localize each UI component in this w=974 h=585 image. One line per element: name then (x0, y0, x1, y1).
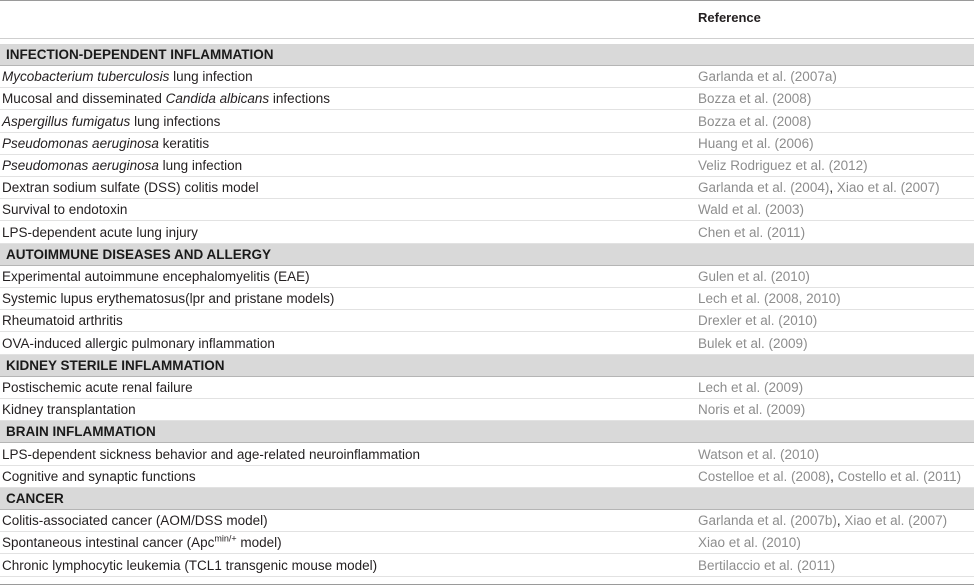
reference-link[interactable]: Watson et al. (2010) (698, 447, 820, 462)
table-row (0, 199, 974, 221)
reference-cell (698, 158, 868, 173)
species-name: Aspergillus fumigatus (2, 114, 131, 129)
reference-link[interactable]: Lech et al. (2009) (698, 380, 804, 395)
reference-cell (698, 269, 810, 284)
table-row (0, 266, 974, 288)
reference-link[interactable]: Chen et al. (2011) (698, 225, 806, 240)
model-text: Cognitive and synaptic functions (2, 469, 196, 484)
reference-separator: , (829, 180, 837, 195)
model-text: Dextran sodium sulfate (DSS) colitis model (2, 180, 259, 195)
table-row (0, 510, 974, 532)
model-text: lung infection (169, 69, 253, 84)
section-header (0, 421, 974, 443)
model-text: lung infections (130, 114, 221, 129)
section-title: AUTOIMMUNE DISEASES AND ALLERGY (6, 247, 272, 262)
model-cell (2, 114, 220, 129)
reference-separator: , (830, 469, 838, 484)
model-text: Mucosal and disseminated (2, 91, 166, 106)
table-row (0, 333, 974, 355)
model-cell (2, 269, 310, 284)
table-row (0, 177, 974, 199)
reference-link[interactable]: Noris et al. (2009) (698, 402, 806, 417)
reference-cell (698, 291, 841, 306)
table-row (0, 532, 974, 554)
table-header (0, 0, 974, 38)
reference-cell (698, 469, 961, 484)
table-row (0, 155, 974, 177)
reference-link[interactable]: Xiao et al. (2010) (698, 535, 801, 550)
model-cell (2, 91, 330, 106)
section-title: CANCER (6, 491, 64, 506)
model-text: infections (269, 91, 330, 106)
section-header (0, 44, 974, 66)
table-row (0, 466, 974, 488)
reference-link[interactable]: Gulen et al. (2010) (698, 269, 810, 284)
reference-link[interactable]: Bulek et al. (2009) (698, 336, 808, 351)
model-cell (2, 469, 196, 484)
reference-cell (698, 336, 808, 351)
model-cell (2, 202, 127, 217)
model-text: Kidney transplantation (2, 402, 136, 417)
species-name: Mycobacterium tuberculosis (2, 69, 170, 84)
model-text: Rheumatoid arthritis (2, 313, 123, 328)
model-text: keratitis (158, 136, 210, 151)
reference-link[interactable]: Garlanda et al. (2007b) (698, 513, 837, 528)
model-cell (2, 447, 420, 462)
reference-link[interactable]: Xiao et al. (2007) (836, 180, 940, 195)
model-text: Spontaneous intestinal cancer (Apc (2, 535, 215, 550)
model-text: model) (236, 535, 282, 550)
reference-column-header: Reference (698, 10, 761, 25)
model-text: OVA-induced allergic pulmonary inflammation (2, 336, 275, 351)
reference-cell (698, 114, 811, 129)
section-title: BRAIN INFLAMMATION (6, 424, 156, 439)
model-cell (2, 69, 253, 84)
reference-cell (698, 136, 814, 151)
table-row (0, 88, 974, 110)
model-text: Chronic lymphocytic leukemia (TCL1 transgenic mouse model) (2, 558, 378, 573)
model-cell (2, 535, 282, 550)
reference-link[interactable]: Costelloe et al. (2008) (698, 469, 831, 484)
reference-cell (698, 380, 803, 395)
species-name: Pseudomonas aeruginosa (2, 136, 159, 151)
reference-cell (698, 225, 805, 240)
reference-cell (698, 202, 804, 217)
section-header (0, 488, 974, 510)
model-cell (2, 513, 268, 528)
reference-cell (698, 313, 817, 328)
species-name: Candida albicans (165, 91, 270, 106)
reference-link[interactable]: Veliz Rodriguez et al. (2012) (698, 158, 868, 173)
reference-link[interactable]: Huang et al. (2006) (698, 136, 814, 151)
reference-cell (698, 402, 805, 417)
species-name: Pseudomonas aeruginosa (2, 158, 159, 173)
model-text: LPS-dependent acute lung injury (2, 225, 198, 240)
model-text: lung infection (158, 158, 243, 173)
reference-separator: , (836, 513, 845, 528)
reference-link[interactable]: Lech et al. (2008, 2010) (698, 291, 841, 306)
model-cell (2, 558, 377, 573)
header-rule (0, 38, 974, 39)
table-row (0, 133, 974, 155)
table-row (0, 111, 974, 133)
model-cell (2, 402, 136, 417)
reference-link[interactable]: Garlanda et al. (2004) (698, 180, 830, 195)
section-title: INFECTION-DEPENDENT INFLAMMATION (6, 47, 274, 62)
reference-link[interactable]: Bozza et al. (2008) (698, 114, 812, 129)
model-text: LPS-dependent sickness behavior and age-related neuroinflammation (2, 447, 421, 462)
table-row (0, 288, 974, 310)
section-header (0, 244, 974, 266)
model-cell (2, 313, 123, 328)
model-cell (2, 380, 193, 395)
table-row (0, 222, 974, 244)
model-cell (2, 180, 259, 195)
table-row (0, 399, 974, 421)
model-cell (2, 336, 275, 351)
reference-link[interactable]: Bozza et al. (2008) (698, 91, 812, 106)
model-text: Colitis-associated cancer (AOM/DSS model) (2, 513, 268, 528)
table-row (0, 444, 974, 466)
table-row (0, 555, 974, 577)
table-row (0, 310, 974, 332)
model-text: Postischemic acute renal failure (2, 380, 193, 395)
section-title: KIDNEY STERILE INFLAMMATION (6, 358, 225, 373)
reference-link[interactable]: Garlanda et al. (2007a) (698, 69, 837, 84)
model-text: Systemic lupus erythematosus(lpr and pristane models) (2, 291, 335, 306)
table-row (0, 66, 974, 88)
reference-link[interactable]: Wald et al. (2003) (698, 202, 805, 217)
model-text: Experimental autoimmune encephalomyelitis (EAE) (2, 269, 310, 284)
model-cell (2, 291, 334, 306)
model-cell (2, 158, 242, 173)
reference-link[interactable]: Xiao et al. (2007) (844, 513, 948, 528)
reference-cell (698, 69, 837, 84)
reference-link[interactable]: Drexler et al. (2010) (698, 313, 818, 328)
reference-cell (698, 513, 947, 528)
model-cell (2, 225, 198, 240)
reference-link[interactable]: Costello et al. (2011) (837, 469, 962, 484)
reference-cell (698, 91, 811, 106)
model-cell (2, 136, 209, 151)
reference-cell (698, 535, 801, 550)
reference-cell (698, 447, 819, 462)
superscript-text: min/+ (214, 533, 237, 544)
reference-cell (698, 180, 940, 195)
model-text: Survival to endotoxin (2, 202, 128, 217)
reference-link[interactable]: Bertilaccio et al. (2011) (698, 558, 836, 573)
table-row (0, 377, 974, 399)
section-header (0, 355, 974, 377)
reference-cell (698, 558, 835, 573)
